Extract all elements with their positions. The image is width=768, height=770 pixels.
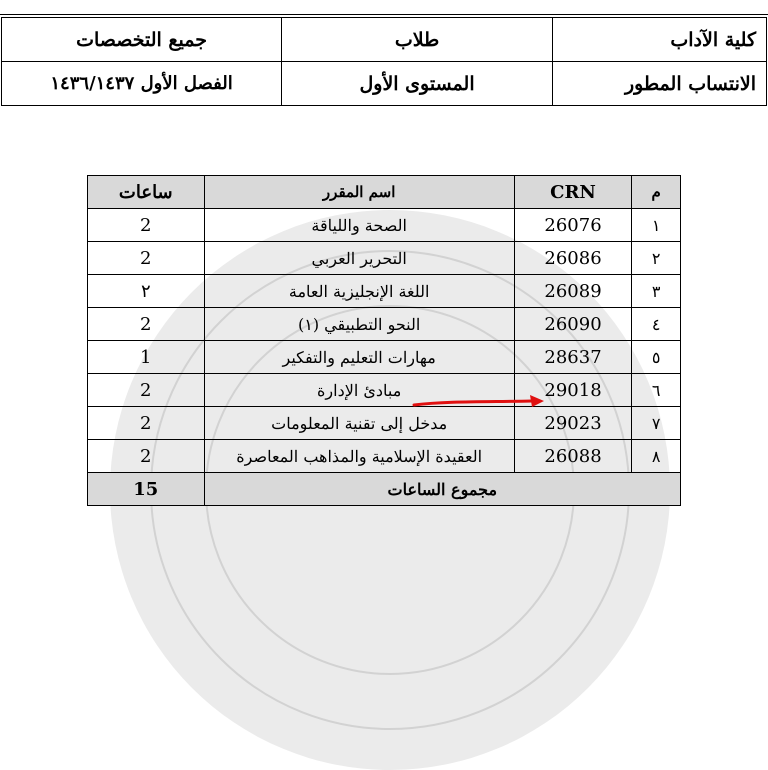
row-hours: ٢ <box>88 275 205 308</box>
arrow-head <box>530 395 544 407</box>
specialization-cell: جميع التخصصات <box>2 18 282 62</box>
red-arrow-annotation <box>408 392 548 412</box>
level-cell: المستوى الأول <box>282 62 553 106</box>
table-row <box>88 440 681 473</box>
total-label: مجموع الساعات <box>204 473 680 506</box>
row-crn: 26086 <box>514 242 632 275</box>
row-crn: 29018 <box>514 374 632 407</box>
row-crn: 26090 <box>514 308 632 341</box>
row-crn: 29023 <box>514 407 632 440</box>
table-row-highlighted <box>88 374 681 407</box>
row-number: ٦ <box>632 374 681 407</box>
course-schedule-table <box>87 175 681 506</box>
row-course-name: مهارات التعليم والتفكير <box>204 341 514 374</box>
table-row <box>88 209 681 242</box>
row-course-name: اللغة الإنجليزية العامة <box>204 275 514 308</box>
row-course-name: مبادئ الإدارة <box>204 374 514 407</box>
column-header-number: م <box>632 176 681 209</box>
row-hours: 2 <box>88 209 205 242</box>
header-info-table <box>1 17 767 106</box>
row-number: ٢ <box>632 242 681 275</box>
row-crn: 26076 <box>514 209 632 242</box>
row-crn: 26088 <box>514 440 632 473</box>
table-row <box>88 308 681 341</box>
arrow-shaft <box>414 401 532 405</box>
column-header-crn: CRN <box>514 176 632 209</box>
row-hours: 2 <box>88 440 205 473</box>
row-number: ٤ <box>632 308 681 341</box>
row-hours: 2 <box>88 407 205 440</box>
row-course-name: العقيدة الإسلامية والمذاهب المعاصرة <box>204 440 514 473</box>
row-number: ٥ <box>632 341 681 374</box>
column-header-hours: ساعات <box>88 176 205 209</box>
row-hours: 2 <box>88 308 205 341</box>
row-hours: 2 <box>88 242 205 275</box>
program-cell: الانتساب المطور <box>552 62 766 106</box>
table-row <box>88 407 681 440</box>
header-row-1 <box>2 18 767 62</box>
category-cell: طلاب <box>282 18 553 62</box>
row-course-name: النحو التطبيقي (١) <box>204 308 514 341</box>
row-number: ٣ <box>632 275 681 308</box>
table-row <box>88 341 681 374</box>
row-course-name: التحرير العربي <box>204 242 514 275</box>
row-course-name: الصحة واللياقة <box>204 209 514 242</box>
college-cell: كلية الآداب <box>552 18 766 62</box>
term-cell: الفصل الأول ١٤٣٦/١٤٣٧ <box>2 62 282 106</box>
top-border-line <box>0 14 768 15</box>
row-crn: 26089 <box>514 275 632 308</box>
column-header-course-name: اسم المقرر <box>204 176 514 209</box>
row-hours: 1 <box>88 341 205 374</box>
row-number: ١ <box>632 209 681 242</box>
table-header-row <box>88 176 681 209</box>
total-row <box>88 473 681 506</box>
row-hours: 2 <box>88 374 205 407</box>
header-row-2 <box>2 62 767 106</box>
table-row <box>88 275 681 308</box>
row-number: ٧ <box>632 407 681 440</box>
table-row <box>88 242 681 275</box>
row-number: ٨ <box>632 440 681 473</box>
total-hours: 15 <box>88 473 205 506</box>
row-crn: 28637 <box>514 341 632 374</box>
row-course-name: مدخل إلى تقنية المعلومات <box>204 407 514 440</box>
